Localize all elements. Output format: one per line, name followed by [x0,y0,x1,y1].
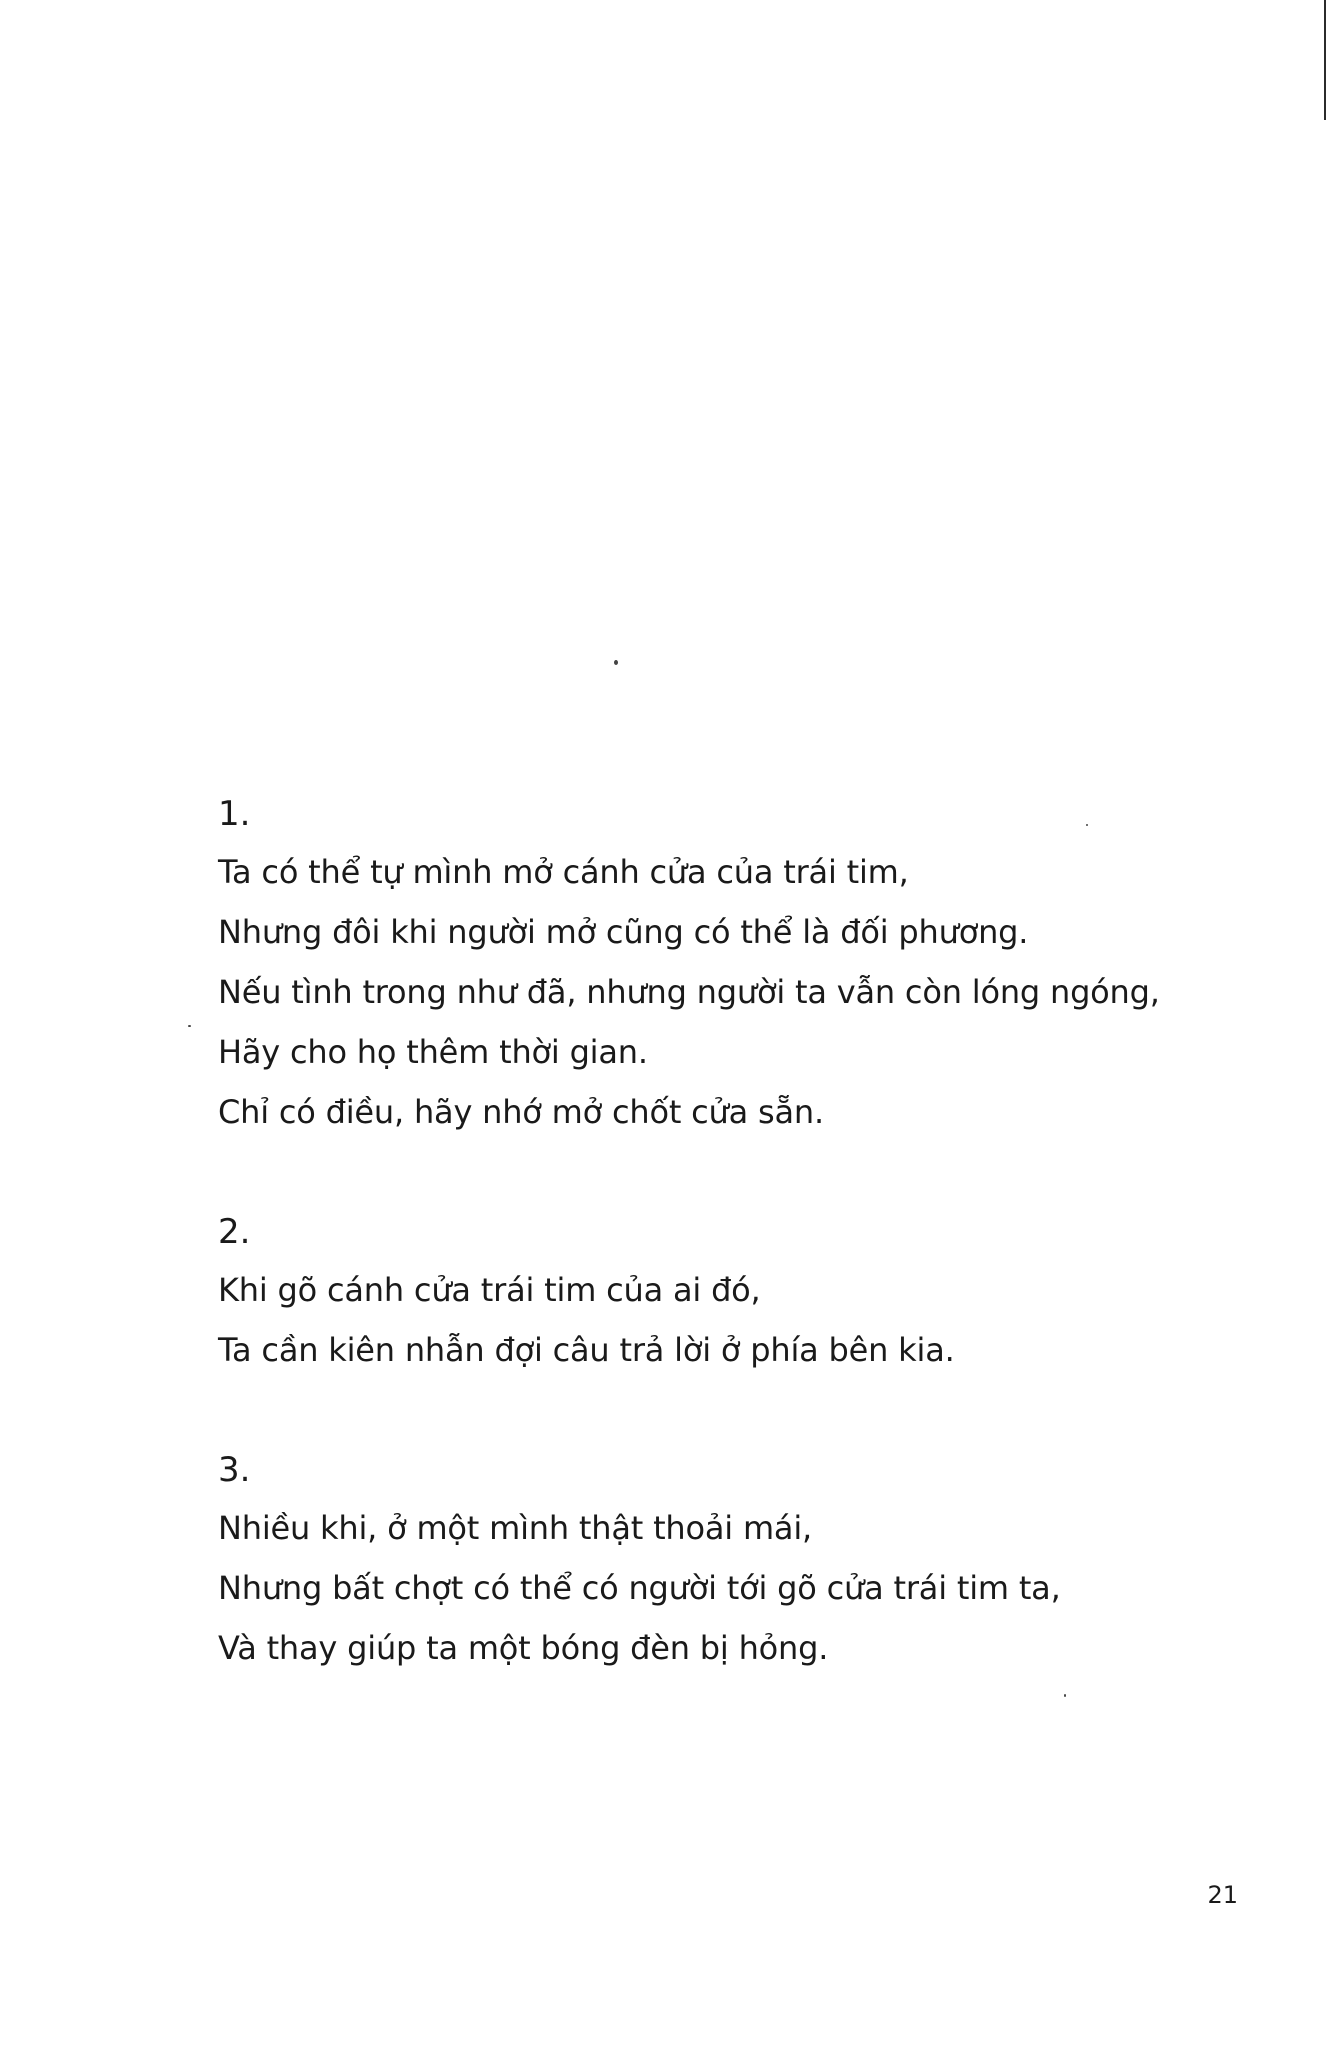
poem-line: Ta cần kiên nhẫn đợi câu trả lời ở phía bên kia. [218,1331,955,1369]
poem-line: Nhưng đôi khi người mở cũng có thể là đối phương. [218,913,1029,951]
stanza-3 [218,1448,1218,1678]
poem-line: Chỉ có điều, hãy nhớ mở chốt cửa sẵn. [218,1093,824,1131]
scan-speck [614,660,618,665]
poem-line: Và thay giúp ta một bóng đèn bị hỏng. [218,1629,829,1667]
poem-line: Ta có thể tự mình mở cánh cửa của trái tim, [218,853,909,891]
stanza-number: 2. [218,1212,251,1252]
scan-speck [188,1025,191,1027]
page-number: 21 [1207,1881,1238,1909]
poem-line: Khi gõ cánh cửa trái tim của ai đó, [218,1271,761,1309]
poem-line: Nếu tình trong như đã, nhưng người ta vẫn còn lóng ngóng, [218,973,1160,1011]
poem-line: Nhưng bất chợt có thể có người tới gõ cửa trái tim ta, [218,1569,1061,1607]
stanza-2 [218,1210,1218,1380]
poem [218,792,1218,1746]
stanza-number: 3. [218,1450,251,1490]
poem-line: Nhiều khi, ở một mình thật thoải mái, [218,1509,812,1547]
poem-line: Hãy cho họ thêm thời gian. [218,1033,648,1071]
page-edge-line [1324,0,1326,120]
stanza-1 [218,792,1218,1142]
stanza-number: 1. [218,794,251,834]
